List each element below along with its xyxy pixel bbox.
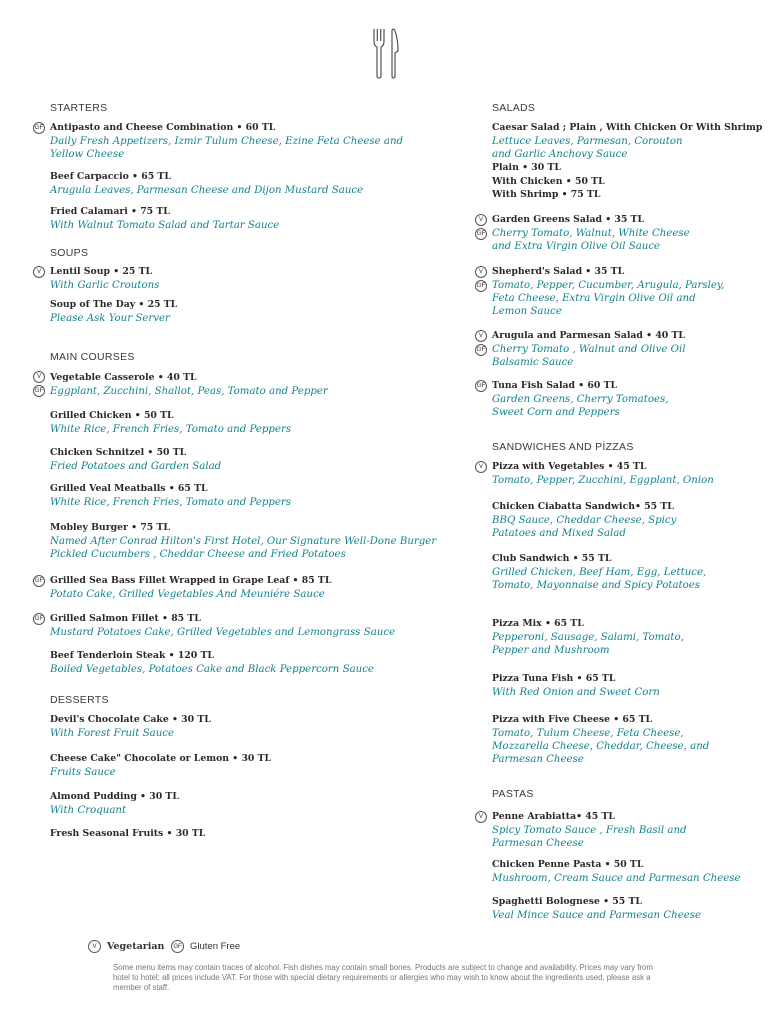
item-description: Mushroom, Cream Sauce and Parmesan Cheese	[492, 872, 741, 884]
menu-item	[475, 858, 765, 885]
item-description: Tomato, Tulum Cheese, Feta Cheese, Mozzarella Cheese, Cheddar, Cheese, and Parmesan Cheese	[492, 727, 710, 766]
item-description: Pepperoni, Sausage, Salami, Tomato, Pepper and Mushroom	[492, 631, 684, 656]
item-name: Grilled Chicken • 50 TL	[50, 410, 174, 421]
gluten-free-badge: GF	[475, 228, 487, 240]
item-name: Grilled Veal Meatballs • 65 TL	[50, 483, 208, 494]
item-name: Fresh Seasonal Fruits • 30 TL	[50, 828, 206, 839]
item-description: Potato Cake, Grilled Vegetables And Meuniére Sauce	[50, 588, 325, 600]
price-option: With Chicken • 50 TL	[492, 175, 605, 187]
menu-item	[475, 552, 765, 592]
item-name: Fried Calamari • 75 TL	[50, 206, 170, 217]
menu-item	[475, 379, 765, 419]
item-description: With Forest Fruit Sauce	[50, 727, 174, 739]
item-description: White Rice, French Fries, Tomato and Peppers	[50, 423, 292, 435]
item-description: Mustard Potatoes Cake, Grilled Vegetables and Lemongrass Sauce	[50, 626, 396, 638]
item-description: Grilled Chicken, Beef Ham, Egg, Lettuce, Tomato, Mayonnaise and Spicy Potatoes	[492, 566, 707, 591]
vegetarian-badge: V	[475, 811, 487, 823]
legend-vegetarian	[88, 940, 164, 953]
menu-item	[33, 649, 443, 676]
legend-gluten-free	[171, 940, 240, 953]
item-description: Fruits Sauce	[50, 766, 116, 778]
item-name: Penne Arabiatta• 45 TL	[492, 811, 615, 822]
menu-item	[475, 713, 765, 766]
item-name: Garden Greens Salad • 35 TL	[492, 214, 645, 225]
price-option: Plain • 30 TL	[492, 162, 561, 174]
item-name: Cheese Cake" Chocolate or Lemon • 30 TL	[50, 753, 272, 764]
item-description: Cherry Tomato , Walnut and Olive Oil Balsamic Sauce	[492, 343, 686, 368]
vegetarian-badge: V	[475, 214, 487, 226]
menu-item	[33, 713, 443, 740]
item-name: Pizza with Five Cheese • 65 TL	[492, 714, 653, 725]
item-name: Almond Pudding • 30 TL	[50, 791, 179, 802]
item-name: Spaghetti Bolognese • 55 TL	[492, 896, 642, 907]
item-description: Arugula Leaves, Parmesan Cheese and Dijon Mustard Sauce	[50, 184, 364, 196]
item-name: Beef Carpaccio • 65 TL	[50, 171, 171, 182]
gluten-free-badge: GF	[33, 613, 45, 625]
item-description: Eggplant, Zucchini, Shallot, Peas, Tomato and Pepper	[50, 385, 328, 397]
item-name: Chicken Ciabatta Sandwich• 55 TL	[492, 501, 674, 512]
item-description: Tomato, Pepper, Cucumber, Arugula, Parsley, Feta Cheese, Extra Virgin Olive Oil and Lemon Sauce	[492, 279, 725, 318]
item-name: Pizza with Vegetables • 45 TL	[492, 461, 647, 472]
section-title-soups: SOUPS	[50, 247, 89, 259]
item-description: Please Ask Your Server	[50, 312, 170, 324]
item-description: With Red Onion and Sweet Corn	[492, 686, 660, 698]
item-description: Tomato, Pepper, Zucchini, Eggplant, Onion	[492, 474, 714, 486]
section-title-starters: STARTERS	[50, 102, 108, 114]
item-name: Antipasto and Cheese Combination • 60 TL	[50, 122, 276, 133]
fork-knife-icon	[368, 27, 402, 79]
gluten-free-badge: GF	[475, 344, 487, 356]
item-name: Mobley Burger • 75 TL	[50, 522, 170, 533]
menu-item	[475, 810, 765, 850]
menu-item	[475, 500, 765, 540]
vegetarian-badge: V	[88, 940, 101, 953]
vegetarian-badge: V	[475, 461, 487, 473]
item-description: With Croquant	[50, 804, 127, 816]
item-description: With Garlic Croutons	[50, 279, 160, 291]
item-description: Fried Potatoes and Garden Salad	[50, 460, 222, 472]
menu-item	[475, 460, 765, 487]
item-name: Grilled Salmon Fillet • 85 TL	[50, 613, 201, 624]
menu-item	[475, 329, 765, 369]
section-title-sandwiches-pizzas: SANDWICHES AND PİZZAS	[492, 441, 634, 453]
item-name: Arugula and Parmesan Salad • 40 TL	[492, 330, 685, 341]
gluten-free-badge: GF	[475, 380, 487, 392]
price-option: With Shrimp • 75 TL	[492, 189, 601, 201]
item-name: Grilled Sea Bass Fillet Wrapped in Grape Leaf • 85 TL	[50, 575, 332, 586]
item-name: Club Sandwich • 55 TL	[492, 553, 612, 564]
menu-item	[33, 790, 443, 817]
menu-item	[33, 752, 443, 779]
item-name: Soup of The Day • 25 TL	[50, 299, 178, 310]
disclaimer: Some menu items may contain traces of alcohol. Fish dishes may contain small bones. Products are subject to change and availability. Prices may vary from hotel to hotel; all prices include VAT. For those with special dietary requirements or allergies who may wish to know about the ingredients used, please ask a member of staff.	[113, 963, 653, 992]
vegetarian-badge: V	[33, 266, 45, 278]
gluten-free-badge: GF	[33, 575, 45, 587]
menu-item	[33, 121, 443, 161]
menu-item	[33, 170, 443, 197]
item-name: Chicken Schnitzel • 50 TL	[50, 447, 187, 458]
menu-item	[33, 371, 443, 398]
item-name: Lentil Soup • 25 TL	[50, 266, 153, 277]
menu-item	[475, 672, 765, 699]
menu-item	[33, 409, 443, 436]
vegetarian-badge: V	[475, 266, 487, 278]
item-name: Caesar Salad ; Plain , With Chicken Or With Shrimp	[492, 122, 763, 133]
item-description: Boiled Vegetables, Potatoes Cake and Black Peppercorn Sauce	[50, 663, 374, 675]
menu-item	[475, 265, 765, 318]
menu-item	[475, 121, 765, 202]
menu-item	[33, 521, 443, 561]
menu-item	[33, 298, 443, 325]
gluten-free-badge: GF	[33, 385, 45, 397]
menu-item	[33, 205, 443, 232]
item-name: Devil's Chocolate Cake • 30 TL	[50, 714, 211, 725]
item-description: Garden Greens, Cherry Tomatoes, Sweet Corn and Peppers	[492, 393, 669, 418]
section-title-main-courses: MAIN COURSES	[50, 351, 135, 363]
menu-item	[33, 446, 443, 473]
item-description: Cherry Tomato, Walnut, White Cheese and Extra Virgin Olive Oil Sauce	[492, 227, 690, 252]
section-title-pastas: PASTAS	[492, 788, 534, 800]
menu-item	[33, 612, 443, 639]
item-description: Daily Fresh Appetizers, Izmir Tulum Cheese, Ezine Feta Cheese and Yellow Cheese	[50, 135, 404, 160]
menu-item	[475, 895, 765, 922]
item-name: Shepherd's Salad • 35 TL	[492, 266, 625, 277]
menu-item	[33, 827, 443, 841]
gluten-free-badge: GF	[475, 280, 487, 292]
item-name: Chicken Penne Pasta • 50 TL	[492, 859, 644, 870]
item-name: Pizza Mix • 65 TL	[492, 618, 584, 629]
item-description: Named After Conrad Hilton's First Hotel, Our Signature Well-Done Burger Pickled Cucumbers , Cheddar Cheese and Fried Potatoes	[50, 535, 437, 560]
item-description: With Walnut Tomato Salad and Tartar Sauce	[50, 219, 280, 231]
menu-item	[33, 574, 443, 601]
item-name: Pizza Tuna Fish • 65 TL	[492, 673, 616, 684]
item-description: BBQ Sauce, Cheddar Cheese, Spicy Patatoes and Mixed Salad	[492, 514, 677, 539]
section-title-salads: SALADS	[492, 102, 536, 114]
item-name: Vegetable Casserole • 40 TL	[50, 372, 197, 383]
item-description: Spicy Tomato Sauce , Fresh Basil and Parmesan Cheese	[492, 824, 687, 849]
item-description: Veal Mince Sauce and Parmesan Cheese	[492, 909, 702, 921]
legend-vegetarian-label: Vegetarian	[107, 941, 165, 952]
section-title-desserts: DESSERTS	[50, 694, 109, 706]
item-name: Beef Tenderloin Steak • 120 TL	[50, 650, 214, 661]
item-name: Tuna Fish Salad • 60 TL	[492, 380, 618, 391]
vegetarian-badge: V	[33, 371, 45, 383]
item-description: Lettuce Leaves, Parmesan, Corouton and Garlic Anchovy Sauce	[492, 135, 683, 160]
gluten-free-badge: GF	[33, 122, 45, 134]
menu-item	[475, 617, 765, 657]
menu-item	[33, 482, 443, 509]
vegetarian-badge: V	[475, 330, 487, 342]
item-description: White Rice, French Fries, Tomato and Peppers	[50, 496, 292, 508]
menu-item	[33, 265, 443, 292]
menu-item	[475, 213, 765, 253]
legend-gluten-free-label: Gluten Free	[190, 941, 241, 952]
gluten-free-badge: GF	[171, 940, 184, 953]
